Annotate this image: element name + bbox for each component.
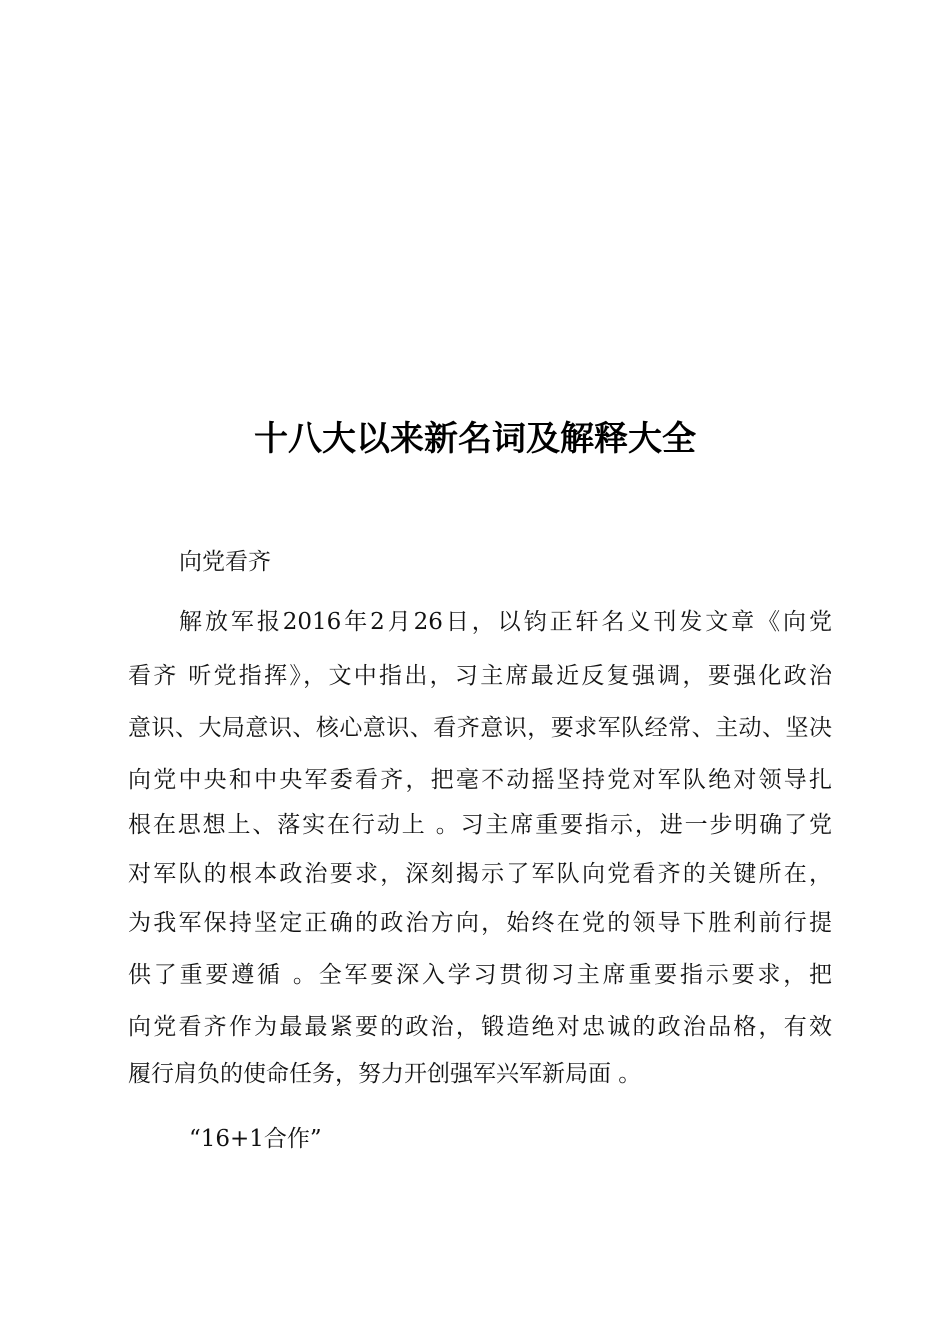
paragraph-line: 对军队的根本政治要求，深刻揭示了军队向党看齐的关键所在， — [128, 861, 832, 887]
document-title: 十八大以来新名词及解释大全 — [254, 419, 696, 459]
paragraph-line: 意识、大局意识、核心意识、看齐意识，要求军队经常、主动、坚决 — [128, 715, 832, 741]
section-heading-xiang-dang-kan-qi: 向党看齐 — [179, 549, 271, 575]
paragraph-line: 向党中央和中央军委看齐，把毫不动摇坚持党对军队绝对领导扎 — [128, 767, 832, 793]
paragraph-line: 为我军保持坚定正确的政治方向，始终在党的领导下胜利前行提 — [128, 910, 832, 936]
paragraph-line: 履行肩负的使命任务，努力开创强军兴军新局面 。 — [128, 1061, 642, 1087]
paragraph-line: 看齐 听党指挥》，文中指出，习主席最近反复强调，要强化政治 — [128, 663, 832, 689]
paragraph-line: 根在思想上、落实在行动上 。习主席重要指示，进一步明确了党 — [128, 812, 832, 838]
paragraph-line: 向党看齐作为最最紧要的政治，锻造绝对忠诚的政治品格，有效 — [128, 1014, 832, 1040]
paragraph-line: 供了重要遵循 。全军要深入学习贯彻习主席重要指示要求，把 — [128, 962, 832, 988]
section-heading-16-plus-1: “16+1合作” — [189, 1126, 322, 1152]
paragraph-line: 解放军报2016年2月26日，以钧正轩名义刊发文章《向党 — [179, 609, 832, 635]
